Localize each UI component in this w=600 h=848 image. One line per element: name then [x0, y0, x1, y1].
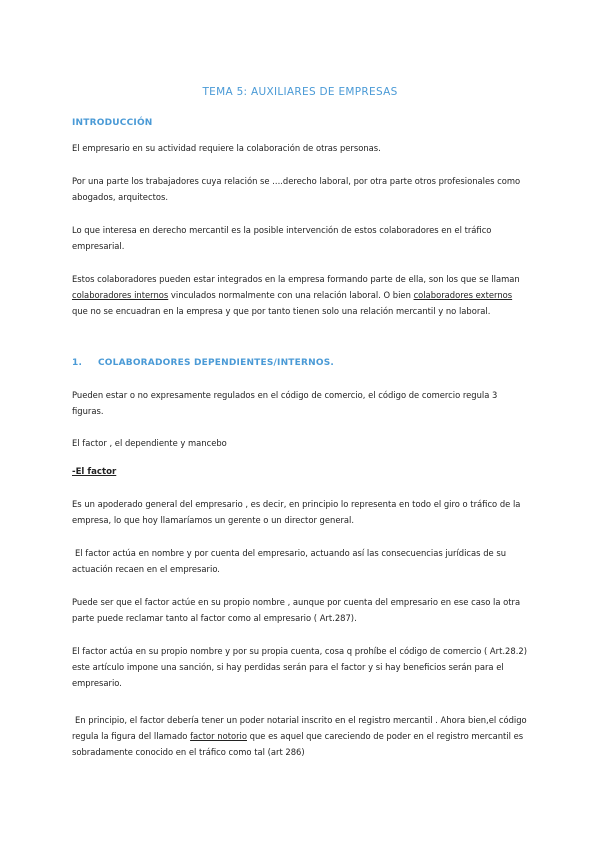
factor-heading: -El factor: [72, 467, 117, 477]
paragraph-1: El empresario en su actividad requiere la colaboración de otras personas.: [72, 143, 381, 153]
paragraph-9: Puede ser que el factor actúe en su propio nombre , aunque por cuenta del empresario en ese caso la otra parte puede reclamar tanto al factor como al empresario ( Art.287).: [72, 597, 521, 623]
external-collaborators-term: colaboradores externos: [413, 290, 513, 300]
paragraph-11-text-a: En principio, el factor debería tener un poder notarial inscrito en el registro mercantil . Ahora bien,el código regula la figura del llamado: [72, 715, 527, 741]
section-1-heading: [72, 358, 334, 368]
paragraph-11-text-b: que es aquel que careciendo de poder en el registro mercantil es sobradamente conocido en el tráfico como tal (art 286): [72, 731, 524, 757]
intro-heading: INTRODUCCIÓN: [72, 118, 153, 128]
paragraph-4-text-c: que no se encuadran en la empresa y que por tanto tienen solo una relación mercantil y no laboral.: [72, 306, 491, 316]
section-1-label: COLABORADORES DEPENDIENTES/INTERNOS.: [98, 358, 335, 368]
paragraph-4-text-a: Estos colaboradores pueden estar integrados en la empresa formando parte de ella, son los que se llaman: [72, 274, 520, 284]
paragraph-10: El factor actúa en su propio nombre y por su propia cuenta, cosa q prohíbe el código de comercio ( Art.28.2) este artículo impone una sanción, si hay perdidas serán para el factor y si hay beneficios serán para el empresario.: [72, 646, 527, 688]
paragraph-3: Lo que interesa en derecho mercantil es la posible intervención de estos colaboradores en el tráfico empresarial.: [72, 225, 492, 251]
paragraph-5: Pueden estar o no expresamente regulados en el código de comercio, el código de comercio regula 3 figuras.: [72, 390, 498, 416]
section-1-number: 1.: [72, 358, 83, 368]
paragraph-4-text-b: vinculados normalmente con una relación laboral. O bien: [168, 290, 414, 300]
paragraph-4: [72, 271, 530, 319]
paragraph-11: [72, 712, 530, 760]
paragraph-8: El factor actúa en nombre y por cuenta del empresario, actuando así las consecuencias jurídicas de su actuación recaen en el empresario.: [72, 548, 506, 574]
paragraph-2: Por una parte los trabajadores cuya relación se ....derecho laboral, por otra parte otros profesionales como abogados, arquitectos.: [72, 176, 521, 202]
factor-notorio-term: factor notorio: [190, 731, 247, 741]
internal-collaborators-term: colaboradores internos: [72, 290, 169, 300]
paragraph-6: El factor , el dependiente y mancebo: [72, 438, 227, 448]
document-title: TEMA 5: AUXILIARES DE EMPRESAS: [202, 86, 398, 98]
paragraph-7: Es un apoderado general del empresario , es decir, en principio lo representa en todo el giro o tráfico de la empresa, lo que hoy llamaríamos un gerente o un director general.: [72, 499, 521, 525]
